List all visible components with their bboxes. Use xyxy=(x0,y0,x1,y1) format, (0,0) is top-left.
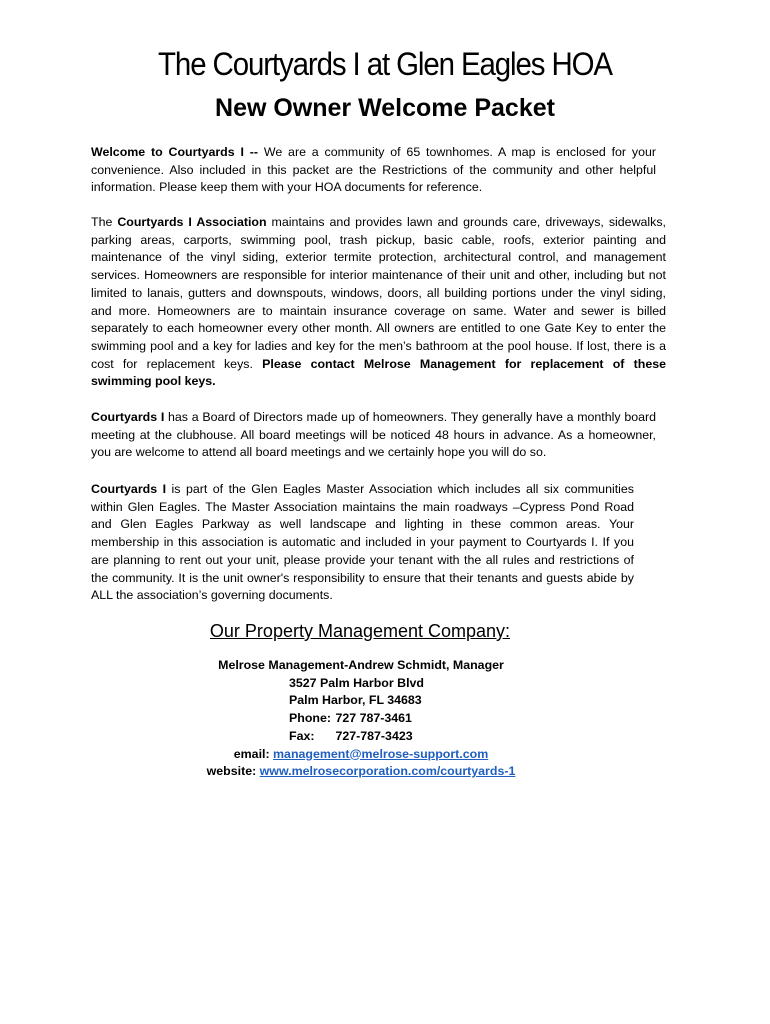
master-text: is part of the Glen Eagles Master Association which includes all six communities within Glen Eagles. The Master Association maintains the main roadways –Cypress Pond Road and Glen Eagles Parkway as well landscape and lighting in these common areas. Your membership in this association is automatic and included in your payment to Courtyards I. If you are planning to rent out your unit, please provide your tenant with the all rules and restrictions of the community. It is the unit owner's responsibility to ensure that their tenants and guests abide by ALL the association’s governing documents. xyxy=(91,482,634,603)
association-text: maintains and provides lawn and grounds care, driveways, sidewalks, parking areas, carports, swimming pool, trash pickup, basic cable, roofs, exterior painting and maintenance of the vinyl siding, exterior termite protection, architectural control, and management services. Homeowners are responsible for interior maintenance of their unit and other, including but not limited to lanais, gutters and downspouts, windows, doors, all building portions under the vinyl siding, and more. Homeowners are to maintain insurance coverage on same. Water and sewer is billed separately to each homeowner every other month. All owners are entitled to one Gate Key to enter the swimming pool and a key for ladies and key for the men’s bathroom at the pool house. If lost, there is a cost for replacement keys. xyxy=(91,215,666,371)
email-link[interactable]: management@melrose-support.com xyxy=(273,746,489,761)
master-association-paragraph xyxy=(91,481,634,605)
association-paragraph xyxy=(91,214,666,391)
association-name: Courtyards I Association xyxy=(117,215,267,229)
phone-value: 727 787-3461 xyxy=(335,711,412,726)
board-paragraph xyxy=(91,409,656,462)
fax-label: Fax: xyxy=(289,728,315,743)
management-heading: Our Property Management Company: xyxy=(209,621,511,641)
board-lead: Courtyards I xyxy=(91,410,165,424)
master-lead: Courtyards I xyxy=(91,482,167,496)
association-key-note: Please contact Melrose Management for replacement of these swimming pool keys. xyxy=(91,356,667,389)
management-phone xyxy=(0,710,722,728)
welcome-paragraph xyxy=(91,144,656,197)
management-address-line1: 3527 Palm Harbor Blvd xyxy=(289,675,424,690)
management-fax xyxy=(0,728,722,746)
fax-value: 727-787-3423 xyxy=(335,728,413,743)
website-link[interactable]: www.melrosecorporation.com/courtyards-1 xyxy=(259,764,516,779)
management-address-line2: Palm Harbor, FL 34683 xyxy=(289,693,422,708)
management-company: Melrose Management-Andrew Schmidt, Manager xyxy=(218,658,504,672)
email-label: email: xyxy=(233,746,270,761)
board-text: has a Board of Directors made up of homeowners. They generally have a monthly board meeting at the clubhouse. All board meetings will be noticed 48 hours in advance. As a homeowner, you are welcome to attend all board meetings and we certainly hope you will do so. xyxy=(91,410,657,460)
management-email xyxy=(0,746,722,764)
website-label: website: xyxy=(206,764,257,779)
welcome-text: We are a community of 65 townhomes. A map is enclosed for your convenience. Also included in this packet are the Restrictions of the community and other helpful information. Please keep them with your HOA documents for reference. xyxy=(91,145,656,195)
welcome-lead: Welcome to Courtyards I -- xyxy=(91,145,259,159)
association-lead: The xyxy=(91,215,118,229)
management-website xyxy=(0,763,722,781)
document-title: The Courtyards I at Glen Eagles HOA xyxy=(158,46,612,82)
phone-label: Phone: xyxy=(289,711,331,726)
document-subtitle: New Owner Welcome Packet xyxy=(215,94,555,122)
management-contact-block xyxy=(0,657,722,781)
